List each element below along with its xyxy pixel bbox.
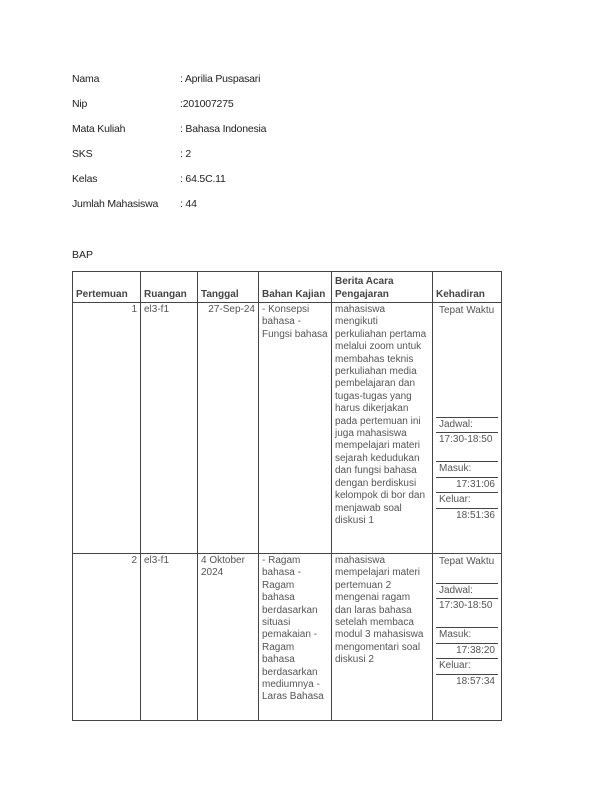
masuk-label: Masuk: (436, 628, 498, 643)
cell-berita-acara: mahasiswa mempelajari materi pertemuan 2 mengenai ragam dan laras bahasa setelah membaca modul 3 mahasiswa mengomentari soal diskusi 2 (332, 554, 433, 721)
nama-value: : Aprilia Puspasari (180, 73, 261, 85)
mata-kuliah-value: : Bahasa Indonesia (180, 123, 267, 135)
cell-ruangan: el3-f1 (141, 554, 198, 721)
cell-bahan-kajian: - Ragam bahasa - Ragam bahasa berdasarkan situasi pemakaian - Ragam bahasa berdasarkan mediumnya - Laras Bahasa (259, 554, 332, 721)
keluar-label: Keluar: (436, 493, 498, 508)
table-row (73, 554, 502, 721)
jumlah-mahasiswa-value: : 44 (180, 198, 197, 210)
nip-label: Nip (72, 98, 88, 110)
header-bahan-kajian: Bahan Kajian (259, 272, 332, 303)
header-kehadiran: Kehadiran (433, 272, 502, 303)
cell-bahan-kajian: - Konsepsi bahasa - Fungsi bahasa (259, 303, 332, 554)
cell-pertemuan: 2 (73, 554, 141, 721)
keluar-value: 18:57:34 (456, 675, 495, 687)
attendance-table (72, 271, 502, 721)
cell-tanggal: 27-Sep-24 (198, 303, 259, 554)
table-header-row (73, 272, 502, 303)
jadwal-label: Jadwal: (436, 418, 498, 433)
sks-label: SKS (72, 148, 93, 160)
cell-berita-acara: mahasiswa mengikuti perkuliahan pertama melalui zoom untuk membahas teknis perkuliahan media pembelajaran dan tugas-tugas yang harus dikerjakan pada pertemuan ini juga mahasiswa mempelajari materi sejarah kedudukan dan fungsi bahasa dengan berdiskusi kelompok di bor dan menjawab soal diskusi 1 (332, 303, 433, 554)
keluar-label: Keluar: (436, 659, 498, 674)
cell-kehadiran (433, 303, 502, 554)
header-pertemuan: Pertemuan (73, 272, 141, 303)
keluar-value: 18:51:36 (456, 509, 495, 521)
header-berita-acara: Berita Acara Pengajaran (332, 272, 433, 303)
bap-title: BAP (72, 249, 94, 261)
table-row (73, 303, 502, 554)
kelas-label: Kelas (72, 173, 98, 185)
cell-pertemuan: 1 (73, 303, 141, 554)
jadwal-value: 17:30-18:50 (436, 599, 498, 628)
masuk-label: Masuk: (436, 462, 498, 477)
masuk-value: 17:38:20 (436, 644, 498, 659)
kehadiran-status: Tepat Waktu (436, 555, 498, 584)
mata-kuliah-label: Mata Kuliah (72, 123, 126, 135)
nip-value: :201007275 (180, 98, 234, 110)
nama-label: Nama (72, 73, 100, 85)
header-tanggal: Tanggal (198, 272, 259, 303)
jadwal-label: Jadwal: (436, 584, 498, 599)
cell-kehadiran (433, 554, 502, 721)
kehadiran-status: Tepat Waktu (436, 304, 498, 418)
sks-value: : 2 (180, 148, 192, 160)
jumlah-mahasiswa-label: Jumlah Mahasiswa (72, 198, 159, 210)
header-ruangan: Ruangan (141, 272, 198, 303)
cell-ruangan: el3-f1 (141, 303, 198, 554)
cell-tanggal: 4 Oktober 2024 (198, 554, 259, 721)
jadwal-value: 17:30-18:50 (436, 433, 498, 462)
masuk-value: 17:31:06 (436, 478, 498, 493)
kelas-value: : 64.5C.11 (180, 173, 226, 185)
